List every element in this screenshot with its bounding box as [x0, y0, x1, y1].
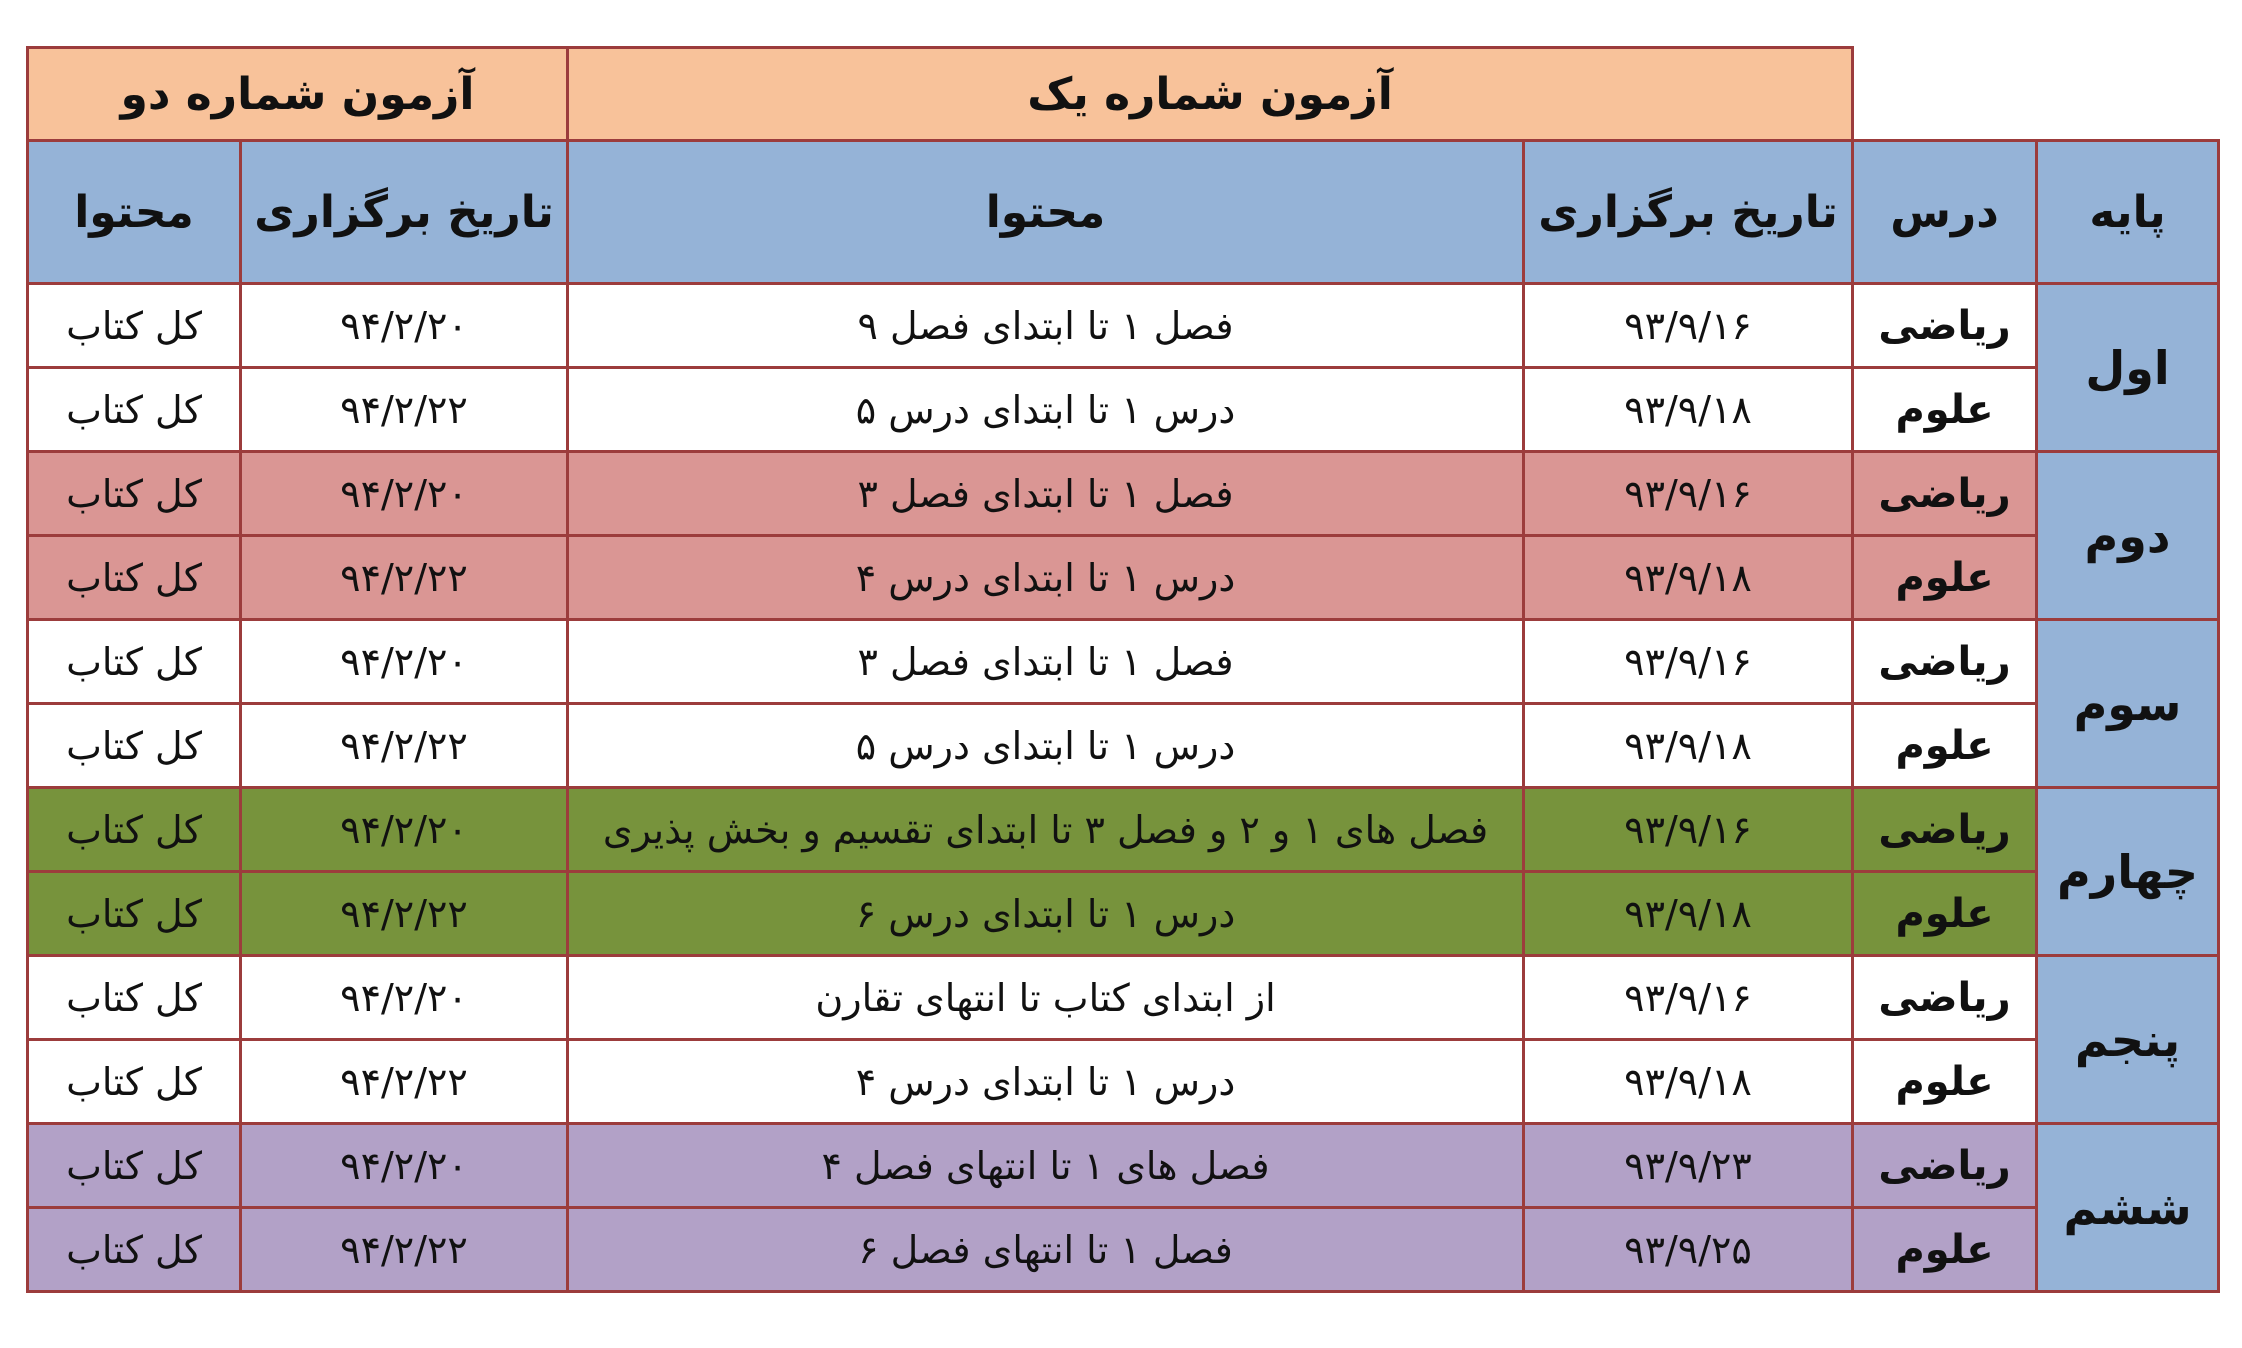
content-one-cell: درس ۱ تا ابتدای درس ۴	[568, 536, 1524, 620]
date-one-cell: ۹۳/۹/۱۶	[1524, 452, 1853, 536]
date-one-cell: ۹۳/۹/۲۵	[1524, 1208, 1853, 1292]
date-two-cell: ۹۴/۲/۲۲	[241, 704, 568, 788]
content-two-cell: کل کتاب	[28, 452, 241, 536]
date-two-cell: ۹۴/۲/۲۰	[241, 788, 568, 872]
col-header-content-two: محتوا	[28, 141, 241, 284]
date-one-cell: ۹۳/۹/۱۸	[1524, 872, 1853, 956]
content-two-cell: کل کتاب	[28, 788, 241, 872]
col-header-content-one: محتوا	[568, 141, 1524, 284]
content-two-cell: کل کتاب	[28, 1208, 241, 1292]
content-two-cell: کل کتاب	[28, 1124, 241, 1208]
blank-corner	[1853, 48, 2219, 141]
date-one-cell: ۹۳/۹/۱۶	[1524, 620, 1853, 704]
grade-cell: سوم	[2037, 620, 2219, 788]
content-one-cell: درس ۱ تا ابتدای درس ۶	[568, 872, 1524, 956]
grade-cell: چهارم	[2037, 788, 2219, 956]
grade-cell: اول	[2037, 284, 2219, 452]
date-two-cell: ۹۴/۲/۲۰	[241, 620, 568, 704]
subject-cell: ریاضی	[1853, 788, 2037, 872]
content-two-cell: کل کتاب	[28, 536, 241, 620]
column-header-row	[28, 141, 2219, 284]
subject-cell: علوم	[1853, 704, 2037, 788]
content-one-cell: فصل های ۱ تا انتهای فصل ۴	[568, 1124, 1524, 1208]
subject-cell: علوم	[1853, 1208, 2037, 1292]
content-two-cell: کل کتاب	[28, 872, 241, 956]
date-one-cell: ۹۳/۹/۱۶	[1524, 788, 1853, 872]
col-header-subject: درس	[1853, 141, 2037, 284]
date-two-cell: ۹۴/۲/۲۰	[241, 1124, 568, 1208]
exam-title-row	[28, 48, 2219, 141]
col-header-grade: پایه	[2037, 141, 2219, 284]
exam-two-title: آزمون شماره دو	[28, 48, 568, 141]
exam-schedule-sheet	[26, 46, 2220, 1293]
date-one-cell: ۹۳/۹/۱۶	[1524, 284, 1853, 368]
date-two-cell: ۹۴/۲/۲۰	[241, 452, 568, 536]
content-one-cell: درس ۱ تا ابتدای درس ۴	[568, 1040, 1524, 1124]
content-one-cell: فصل های ۱ و ۲ و فصل ۳ تا ابتدای تقسیم و بخش پذیری	[568, 788, 1524, 872]
content-two-cell: کل کتاب	[28, 956, 241, 1040]
content-one-cell: فصل ۱ تا ابتدای فصل ۳	[568, 620, 1524, 704]
date-one-cell: ۹۳/۹/۱۸	[1524, 1040, 1853, 1124]
table-row	[28, 788, 2219, 872]
date-one-cell: ۹۳/۹/۱۸	[1524, 368, 1853, 452]
grade-cell: دوم	[2037, 452, 2219, 620]
date-one-cell: ۹۳/۹/۲۳	[1524, 1124, 1853, 1208]
table-row	[28, 1040, 2219, 1124]
content-one-cell: فصل ۱ تا ابتدای فصل ۳	[568, 452, 1524, 536]
subject-cell: ریاضی	[1853, 620, 2037, 704]
table-row	[28, 872, 2219, 956]
table-row	[28, 1208, 2219, 1292]
table-row	[28, 1124, 2219, 1208]
grade-cell: پنجم	[2037, 956, 2219, 1124]
table-row	[28, 452, 2219, 536]
exam-one-title: آزمون شماره یک	[568, 48, 1853, 141]
subject-cell: ریاضی	[1853, 956, 2037, 1040]
date-two-cell: ۹۴/۲/۲۰	[241, 956, 568, 1040]
content-one-cell: فصل ۱ تا ابتدای فصل ۹	[568, 284, 1524, 368]
content-one-cell: درس ۱ تا ابتدای درس ۵	[568, 704, 1524, 788]
content-one-cell: درس ۱ تا ابتدای درس ۵	[568, 368, 1524, 452]
subject-cell: ریاضی	[1853, 1124, 2037, 1208]
date-one-cell: ۹۳/۹/۱۶	[1524, 956, 1853, 1040]
content-two-cell: کل کتاب	[28, 368, 241, 452]
date-two-cell: ۹۴/۲/۲۲	[241, 872, 568, 956]
content-two-cell: کل کتاب	[28, 1040, 241, 1124]
date-two-cell: ۹۴/۲/۲۲	[241, 1208, 568, 1292]
col-header-date-one: تاریخ برگزاری	[1524, 141, 1853, 284]
date-two-cell: ۹۴/۲/۲۲	[241, 368, 568, 452]
subject-cell: علوم	[1853, 368, 2037, 452]
table-row	[28, 620, 2219, 704]
date-two-cell: ۹۴/۲/۲۲	[241, 1040, 568, 1124]
date-one-cell: ۹۳/۹/۱۸	[1524, 536, 1853, 620]
subject-cell: علوم	[1853, 536, 2037, 620]
table-row	[28, 284, 2219, 368]
table-row	[28, 536, 2219, 620]
date-one-cell: ۹۳/۹/۱۸	[1524, 704, 1853, 788]
table-row	[28, 704, 2219, 788]
content-two-cell: کل کتاب	[28, 620, 241, 704]
subject-cell: علوم	[1853, 1040, 2037, 1124]
date-two-cell: ۹۴/۲/۲۲	[241, 536, 568, 620]
content-one-cell: فصل ۱ تا انتهای فصل ۶	[568, 1208, 1524, 1292]
table-row	[28, 956, 2219, 1040]
subject-cell: علوم	[1853, 872, 2037, 956]
content-two-cell: کل کتاب	[28, 284, 241, 368]
grade-cell: ششم	[2037, 1124, 2219, 1292]
date-two-cell: ۹۴/۲/۲۰	[241, 284, 568, 368]
content-two-cell: کل کتاب	[28, 704, 241, 788]
exam-schedule-table	[26, 46, 2220, 1293]
content-one-cell: از ابتدای کتاب تا انتهای تقارن	[568, 956, 1524, 1040]
subject-cell: ریاضی	[1853, 284, 2037, 368]
subject-cell: ریاضی	[1853, 452, 2037, 536]
table-row	[28, 368, 2219, 452]
col-header-date-two: تاریخ برگزاری	[241, 141, 568, 284]
